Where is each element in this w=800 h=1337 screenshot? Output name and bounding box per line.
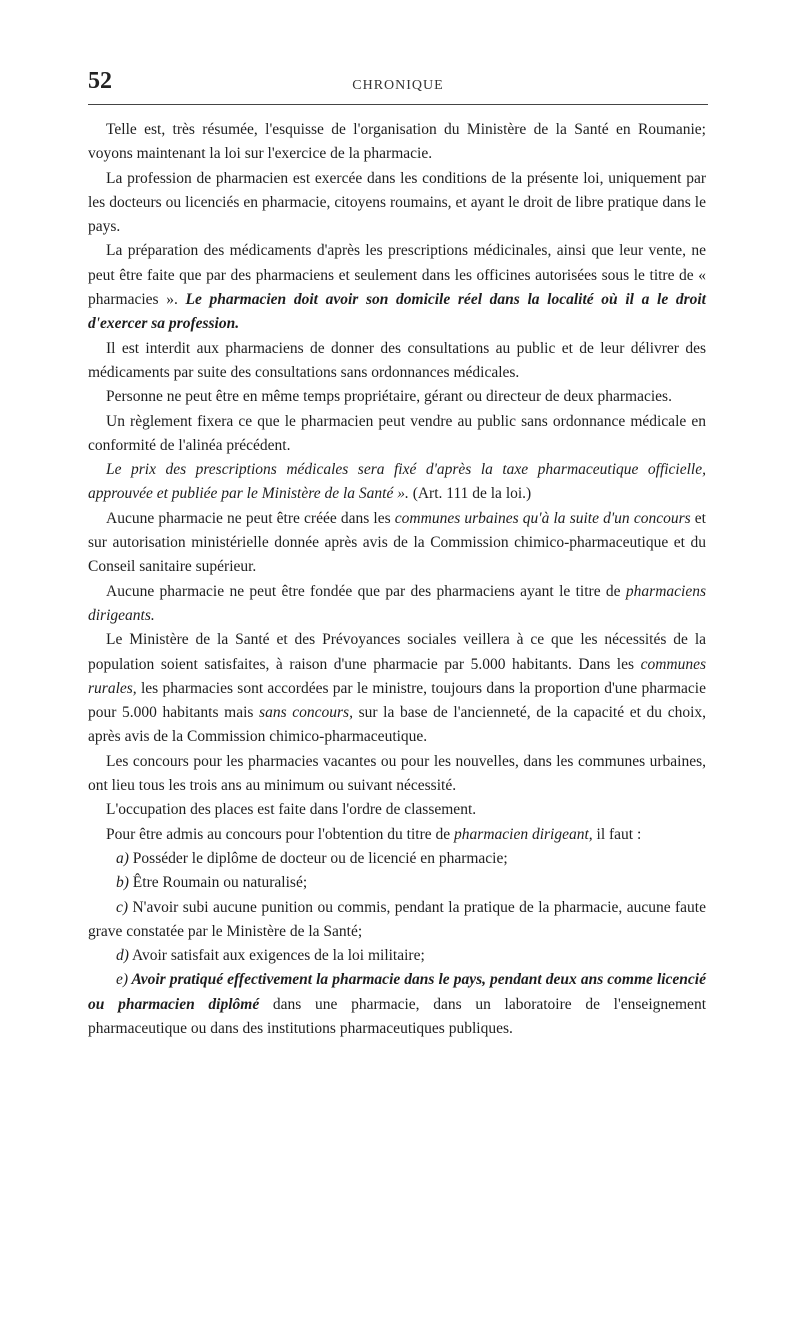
list-marker: b) <box>116 874 129 892</box>
paragraph <box>88 385 706 409</box>
emphasized-text: sans concours, <box>259 704 353 722</box>
emphasized-text: pharmaciens dirigeants. <box>88 582 706 624</box>
list-item-text: Avoir satisfait aux exigences de la loi militaire; <box>128 947 425 965</box>
paragraph <box>88 628 706 749</box>
paragraph <box>88 750 706 799</box>
list-marker: a) <box>116 849 129 867</box>
running-head: CHRONIQUE <box>352 78 444 93</box>
paragraph-text: il faut : <box>592 825 642 843</box>
emphasized-text: communes urbaines qu'à la suite d'un concours <box>394 509 691 527</box>
paragraph-text: Personne ne peut être en même temps propriétaire, gérant ou directeur de deux pharmacies. <box>106 388 672 406</box>
paragraph <box>88 167 706 240</box>
paragraph-text: La préparation des médicaments d'après les prescriptions médicinales, ainsi que leur vente, ne peut être faite que par des pharmaciens et seulement dans les officines autorisées sous le titre de « pharmacies ». <box>88 242 706 309</box>
paragraph <box>88 239 706 336</box>
paragraph-text: Le Ministère de la Santé et des Prévoyances sociales veillera à ce que les nécessités de la population soient satisfaites, à raison d'une pharmacie par 5.000 habitants. Dans les <box>88 631 706 673</box>
paragraph-text: les pharmacies sont accordées par le ministre, toujours dans la proportion d'une pharmacie pour 5.000 habitants mais <box>88 679 706 722</box>
list-item-text: dans une pharmacie, dans un laboratoire de l'enseignement pharmaceutique ou dans des institutions pharmaceutiques publiques. <box>88 995 706 1037</box>
emphasized-text: pharmacien dirigeant, <box>454 825 593 843</box>
paragraph-text: Il est interdit aux pharmaciens de donner des consultations au public et de leur délivrer des médicaments par suite des consultations sans ordonnances médicales. <box>88 339 706 381</box>
paragraph <box>88 118 706 167</box>
paragraph <box>88 337 706 386</box>
paragraph-text: La profession de pharmacien est exercée dans les conditions de la présente loi, uniquement par les docteurs ou licenciés en pharmacie, citoyens roumains, et ayant le droit de libre pratique dans le pays. <box>88 169 706 236</box>
paragraph-text: Les concours pour les pharmacies vacantes ou pour les nouvelles, dans les communes urbaines, ont lieu tous les trois ans au minimum ou suivant nécessité. <box>88 752 706 795</box>
page-number: 52 <box>88 68 112 94</box>
emphasized-text: Le prix des prescriptions médicales sera fixé d'après la taxe pharmaceutique officielle, approuvée et publiée par le Ministère de la Santé ». <box>88 461 706 503</box>
body-text <box>88 118 706 1041</box>
paragraph <box>88 580 706 629</box>
list-item <box>88 847 706 871</box>
emphasized-text: Le pharmacien doit avoir son domicile réel dans la localité où il a le droit d'exercer sa profession. <box>88 291 706 333</box>
paragraph-text: Un règlement fixera ce que le pharmacien peut vendre au public sans ordonnance médicale en conformité de l'alinéa précédent. <box>88 412 706 454</box>
list-item <box>88 871 706 895</box>
paragraph <box>88 823 706 847</box>
list-item <box>88 968 706 1041</box>
paragraph-text: Aucune pharmacie ne peut être créée dans les <box>106 509 395 527</box>
paragraph <box>88 507 706 580</box>
paragraph-text: L'occupation des places est faite dans l'ordre de classement. <box>106 801 477 819</box>
list-item-text: Posséder le diplôme de docteur ou de licencié en pharmacie; <box>128 849 508 867</box>
paragraph-text: sur la base de l'ancienneté, de la capacité et du choix, après avis de la Commission chimico-pharmaceutique. <box>88 704 707 746</box>
paragraph <box>88 410 706 459</box>
list-marker: c) <box>116 898 129 916</box>
paragraph <box>88 798 706 822</box>
paragraph <box>88 458 706 507</box>
paragraph-text: et sur autorisation ministérielle donnée après avis de la Commission chimico-pharmaceutique et du Conseil sanitaire supérieur. <box>88 509 706 576</box>
emphasized-text: Avoir pratiqué effectivement la pharmacie dans le pays, pendant deux ans comme licencié ou pharmacien diplômé <box>88 971 706 1013</box>
page-header <box>88 68 708 105</box>
paragraph-text: Telle est, très résumée, l'esquisse de l'organisation du Ministère de la Santé en Roumanie; voyons maintenant la loi sur l'exercice de la pharmacie. <box>88 121 706 163</box>
paragraph-text: Aucune pharmacie ne peut être fondée que par des pharmaciens ayant le titre de <box>106 582 626 600</box>
list-item <box>88 944 706 968</box>
paragraph-text: Pour être admis au concours pour l'obtention du titre de <box>106 825 455 843</box>
paragraph-text: (Art. 111 de la loi.) <box>412 485 532 503</box>
list-item-text: Être Roumain ou naturalisé; <box>128 874 308 892</box>
list-marker: d) <box>116 947 129 965</box>
emphasized-text: communes rurales, <box>88 655 706 697</box>
list-item-text: N'avoir subi aucune punition ou commis, pendant la pratique de la pharmacie, aucune faute grave constatée par le Ministère de la Santé; <box>88 898 706 940</box>
list-marker: e) <box>116 971 129 989</box>
list-item <box>88 896 706 945</box>
